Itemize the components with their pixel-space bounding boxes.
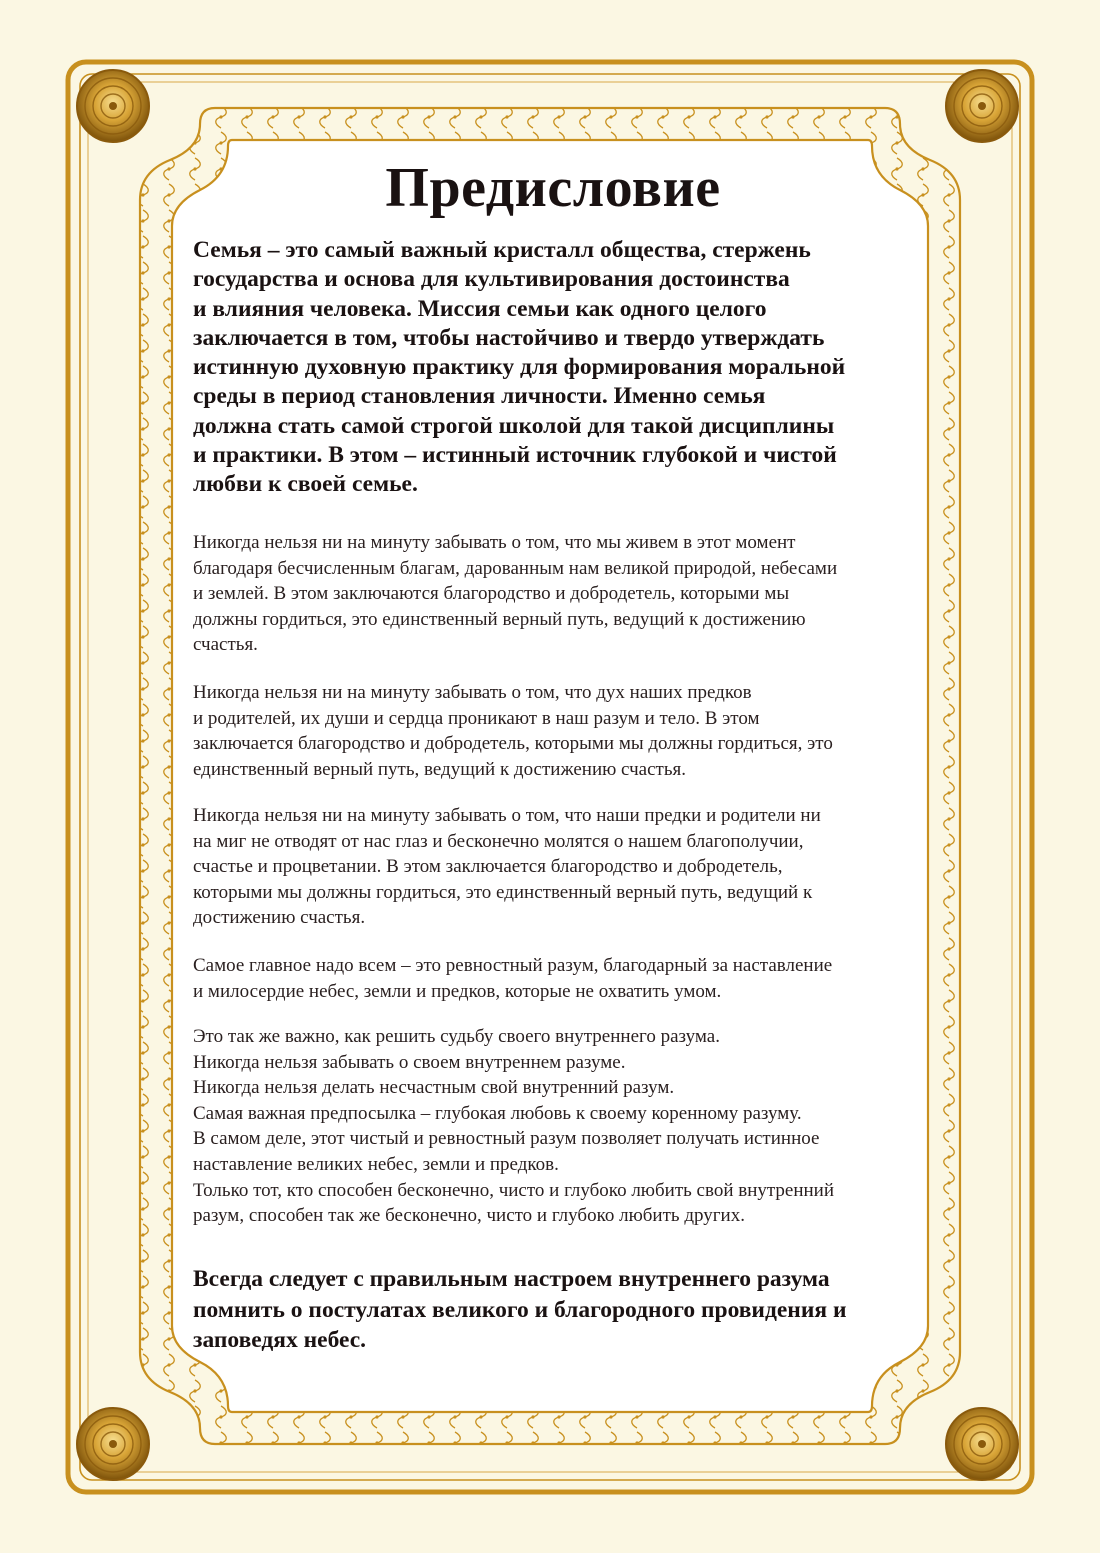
body-line: наставление великих небес, земли и предков. — [193, 1153, 559, 1175]
body-line: должны гордиться, это единственный верный путь, ведущий к достижению — [193, 608, 806, 630]
lead-line: государства и основа для культивирования достоинства — [193, 266, 790, 293]
page-title: Предисловие — [385, 157, 721, 219]
lead-line: и практики. В этом – истинный источник глубокой и чистой — [193, 442, 837, 469]
corner-medallion-top-right — [946, 70, 1018, 142]
body-line: единственный верный путь, ведущий к достижению счастья. — [193, 758, 686, 780]
body-line: счастья. — [193, 634, 258, 656]
body-line: благодаря бесчисленным благам, дарованным нам великой природой, небесами — [193, 557, 838, 579]
body-paragraph-1 — [193, 530, 923, 658]
body-line: Никогда нельзя забывать о своем внутреннем разуме. — [193, 1051, 626, 1073]
body-line: и милосердие небес, земли и предков, которые не охватить умом. — [193, 980, 722, 1002]
body-paragraph-3 — [193, 803, 923, 931]
closing-paragraph — [193, 1264, 923, 1356]
corner-medallion-bottom-left — [77, 1408, 149, 1480]
lead-line: среды в период становления личности. Именно семья — [193, 383, 766, 410]
body-line: Самая важная предпосылка – глубокая любовь к своему коренному разуму. — [193, 1102, 802, 1124]
body-line: Никогда нельзя ни на минуту забывать о том, что наши предки и родители ни — [193, 805, 821, 826]
corner-medallion-top-left — [77, 70, 149, 142]
body-line: Самое главное надо всем – это ревностный разум, благодарный за наставление — [193, 955, 833, 976]
body-line: которыми мы должны гордиться, это единственный верный путь, ведущий к — [193, 881, 813, 903]
body-line: на миг не отводят от нас глаз и бесконечно молятся о нашем благополучии, — [193, 830, 804, 852]
body-line: заключается благородство и добродетель, которыми мы должны гордиться, это — [193, 733, 833, 755]
body-line: и родителей, их души и сердца проникают в наш разум и тело. В этом — [193, 707, 760, 729]
body-line: В самом деле, этот чистый и ревностный разум позволяет получать истинное — [193, 1128, 820, 1150]
body-paragraph-2 — [193, 680, 923, 782]
closing-line: Всегда следует с правильным настроем внутреннего разума — [193, 1266, 830, 1292]
lead-line: Семья – это самый важный кристалл общества, стержень — [193, 237, 811, 263]
body-paragraph-5 — [193, 1024, 923, 1229]
body-line: Никогда нельзя делать несчастным свой внутренний разум. — [193, 1077, 675, 1099]
body-line: достижению счастья. — [193, 907, 366, 929]
body-line: счастье и процветании. В этом заключается благородство и добродетель, — [193, 856, 783, 878]
lead-line: истинную духовную практику для формирования моральной — [193, 354, 846, 381]
lead-line: заключается в том, чтобы настойчиво и твердо утверждать — [193, 324, 825, 351]
body-line: Никогда нельзя ни на минуту забывать о том, что мы живем в этот момент — [193, 532, 796, 553]
body-line: и землей. В этом заключаются благородство и добродетель, которыми мы — [193, 583, 790, 605]
body-paragraph-4 — [193, 953, 923, 1004]
lead-paragraph — [193, 236, 913, 500]
body-line: Это так же важно, как решить судьбу своего внутреннего разума. — [193, 1026, 720, 1047]
lead-line: любви к своей семье. — [193, 471, 418, 498]
closing-line: помнить о постулатах великого и благородного провидения и — [193, 1296, 847, 1323]
closing-line: заповедях небес. — [193, 1327, 367, 1353]
corner-medallion-bottom-right — [946, 1408, 1018, 1480]
body-line: Никогда нельзя ни на минуту забывать о том, что дух наших предков — [193, 682, 752, 703]
body-line: разум, способен так же бесконечно, чисто и глубоко любить других. — [193, 1205, 745, 1227]
lead-line: должна стать самой строгой школой для такой дисциплины — [193, 412, 835, 439]
lead-line: и влияния человека. Миссия семьи как одного целого — [193, 295, 767, 322]
body-line: Только тот, кто способен бесконечно, чисто и глубоко любить свой внутренний — [193, 1179, 835, 1201]
